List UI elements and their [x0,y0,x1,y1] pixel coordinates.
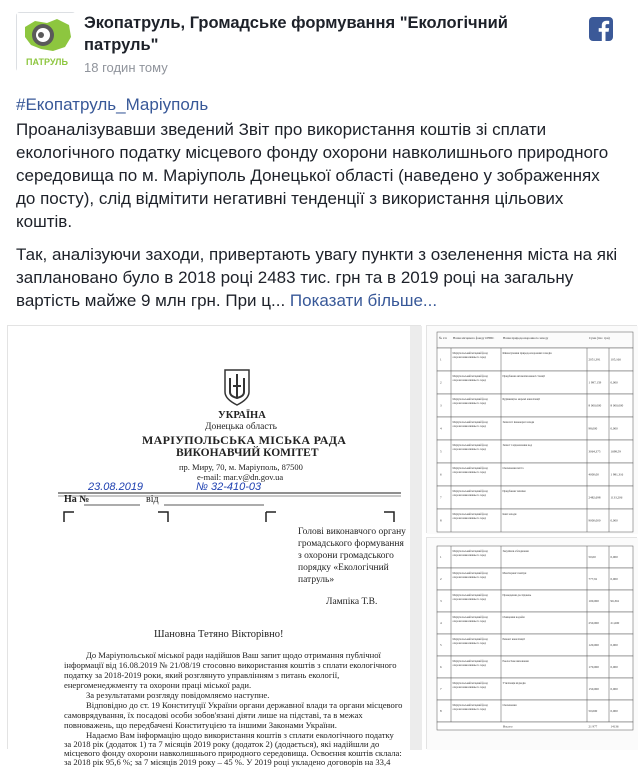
table-cell-fund: Маріупольський місцевий фонд [452,660,488,663]
letter-org-council: МАРІУПОЛЬСЬКА МІСЬКА РАДА [142,433,347,447]
recipient-line-5: патруль» [298,575,335,585]
ecopatrol-logo-icon [17,13,77,73]
table-cell-value: 0,000 [610,709,618,713]
table-cell-index: 6 [440,472,442,477]
table-cell-fund: охорони навколишнього серед [452,620,486,623]
table-cell-index: 3 [440,403,442,408]
table-cell-fund: охорони навколишнього серед [452,494,486,497]
table-photo-2[interactable] [426,537,637,749]
table-cell-measure: Інші заходи [502,513,517,516]
letter-body-line: інформації від 16.08.2019 № 21/08/19 стосовно використання коштів з сплати екологічного [64,660,397,670]
table-header-cell: Назва природоохоронного заходу [503,336,549,340]
table-cell-value: 777,91 [588,577,598,581]
trident-coat-of-arms-icon [222,368,252,406]
table-cell-value: 100,000 [588,599,599,603]
table-cell-fund: охорони навколишнього серед [452,448,486,451]
table-cell-measure: Будівництво мережі каналізації [502,398,540,401]
post-paragraph-2 [16,243,621,312]
letter-body-line: За результатами розгляду повідомляємо наступне. [86,690,270,700]
table-cell-index: 5 [440,449,442,454]
table-cell-fund: охорони навколишнього серед [452,598,486,601]
table-cell-measure: Ремонт каналізації [502,638,525,641]
table-cell-value: 170,000 [588,665,599,669]
page-name[interactable]: Экопатруль, Громадське формування "Екологічний патруль" [84,14,508,54]
table-cell-fund: охорони навколишнього серед [452,642,486,645]
table-cell-value: 2482,698 [588,495,601,500]
table-cell-fund: охорони навколишнього серед [452,402,486,405]
table-cell-value: 0,000 [610,665,618,669]
table-cell-value: 0,000 [610,380,618,385]
letter-org-country: УКРАЇНА [218,410,266,421]
post-media-gallery [0,325,637,767]
report-table-2 [427,538,638,750]
letter-salutation: Шановна Тетяно Вікторівно! [154,629,284,640]
table-cell-value: 8 000,000 [610,403,624,408]
letter-body-line: самоврядування, їх посадові особи зобов'язані діяти лише на підставі, та в межах [64,710,363,720]
table-cell-index: 3 [440,599,442,603]
table-cell-value: 1 981,316 [610,472,624,477]
table-cell-measure: Закупівля обладнання [502,550,529,553]
table-cell-fund: Маріупольський місцевий фонд [452,704,488,707]
logo-text: ПАТРУЛЬ [26,57,68,67]
table-cell-value: 0,000 [610,643,618,647]
table-cell-index: 4 [440,426,442,431]
table-cell-measure: Озеленення [502,704,517,707]
table-cell-index: 2 [440,380,442,385]
page-avatar[interactable] [16,12,76,72]
letter-body-line: за 2018 рік 95,6 %; за 7 місяців 2019 року – 45 %. У 2019 році укладено договорів на 33,4 [64,757,391,767]
table-cell-fund: Маріупольський місцевий фонд [452,513,488,516]
table-cell-value: 120,000 [588,643,599,647]
table-cell-index: 1 [440,357,442,362]
letter-body-line: Відповідно до ст. 19 Конституції України органи державної влади та органи місцевого [86,700,403,710]
table-cell-fund: охорони навколишнього серед [452,708,486,711]
table-cell-index: 5 [440,643,442,647]
table-cell-value: 3064,375 [588,449,601,454]
table-cell-value: 0,000 [610,555,618,559]
table-cell-measure: Утилізація відходів [502,682,526,685]
report-table-1 [427,326,638,534]
table-cell-fund: Маріупольський місцевий фонд [452,490,488,493]
table-cell-fund: Маріупольський місцевий фонд [452,444,488,447]
table-cell-measure: Проведення досліджень [502,594,532,597]
letter-ref-date-label: від [146,494,159,505]
table-cell-fund: охорони навколишнього серед [452,517,486,520]
letter-photo[interactable] [7,325,421,767]
recipient-line-4: порядку «Екологічний [298,563,389,573]
letter-ref-number-label: На № [64,494,90,505]
table-cell-fund: Маріупольський місцевий фонд [452,352,488,355]
table-cell-value: 1 997,159 [588,380,602,385]
letter-date-handwritten: 23.08.2019 [88,481,144,493]
letter-body-line: податку за 2018-2019 роки, який розглянуто управлінням з питань екології, [64,670,340,680]
table-cell-measure: Озеленення міста [502,467,524,470]
table-cell-value: 105,166 [610,357,621,362]
table-cell-value: 50,000 [588,709,598,713]
table-cell-fund: Маріупольський місцевий фонд [452,594,488,597]
post-paragraph-2-text: Так, аналізуючи заходи, привертають увагу пункти з озеленення міста на які заплановано було в 2018 році 2483 тис. грн та в 2019 році на загальну вартість майже 9 млн грн. При ц... [16,245,618,310]
table-cell-value: 1133,206 [610,495,623,500]
table-cell-value: 2051,391 [588,357,601,362]
table-cell-index: 7 [440,495,442,500]
recipient-line-1: Голові виконавчого органу [298,527,406,537]
facebook-f-glyph [589,17,613,41]
letter-body-line: Надаємо Вам інформацію щодо використання коштів з сплати екологічного податку [86,730,394,740]
letter-number-handwritten: № 32-410-03 [196,481,262,493]
table-cell-value: 250,000 [588,621,599,625]
table-cell-index: 4 [440,621,442,625]
table-cell-value: 9000,000 [588,518,601,523]
table-cell-measure: Фінансування природоохоронних заходів [502,352,552,355]
table-cell-measure: Захисні і інженерні заходи [502,421,535,424]
table-cell-fund: Маріупольський місцевий фонд [452,638,488,641]
table-cell-value: 50,00 [588,555,596,559]
post-paragraph-1: Проаналізувавши зведений Звіт про використання коштів зі сплати екологічного податку місцевого фонду охорони навколишнього природного середовища по м. Маріуполь Донецької області (наведено у зображеннях до посту), слід відмітити негативні тенденції з використання цільових коштів. [16,120,609,231]
table-header-cell: Сума (тис. грн) [589,336,610,340]
table-header-cell: № з/п [439,336,447,340]
post-body [16,93,621,322]
hashtag-link[interactable]: #Екопатруль_Маріуполь [16,95,209,114]
letter-address: пр. Миру, 70, м. Маріуполь, 87500 [179,462,303,472]
letter-body-line: за 2018 рік (додаток 1) та 7 місяців 2019 року (додаток 2) (додається), які надійшли до [64,739,380,749]
table-cell-index: 7 [440,687,442,691]
post-header [0,0,637,95]
table-cell-fund: охорони навколишнього серед [452,471,486,474]
table-cell-value: 96,361 [610,599,620,603]
table-cell-value: 0,000 [610,426,618,431]
letter-body-line: енергоменеджменту та охорони праці міської ради. [64,680,252,690]
table-cell-index: 6 [440,665,442,669]
table-cell-fund: Маріупольський місцевий фонд [452,398,488,401]
table-cell-fund: охорони навколишнього серед [452,664,486,667]
table-cell-value: 4000,00 [588,472,599,477]
table-photo-1[interactable] [426,325,637,533]
table-cell-index: 8 [440,709,442,713]
see-more-link[interactable]: Показати більше... [289,291,438,310]
table-cell-measure: Моніторинг повітря [502,572,527,575]
table-cell-fund: охорони навколишнього серед [452,686,486,689]
table-cell-fund: охорони навколишнього серед [452,425,486,428]
table-cell-fund: охорони навколишнього серед [452,554,486,557]
table-cell-value: 150,000 [588,687,599,691]
table-cell-fund: Маріупольський місцевий фонд [452,467,488,470]
table-total-value: 14136 [610,724,619,729]
table-cell-fund: Маріупольський місцевий фонд [452,572,488,575]
table-cell-fund: Маріупольський місцевий фонд [452,375,488,378]
table-cell-measure: Очищення водойм [502,616,525,619]
letter-body-line: повноважень, що передбачені Конституцією та іншими Законами України. [64,720,337,730]
table-cell-measure: Придбання автоматизованої станції [502,375,545,378]
table-cell-measure: Захист і відновлення вод [502,444,533,447]
table-total-label: Всього [503,724,513,729]
table-cell-value: 1698,59 [610,449,621,454]
table-total-value: 21 977 [588,724,598,729]
recipient-name: Лампіка Т.В. [326,597,378,607]
table-cell-value: 8 000,000 [588,403,602,408]
table-cell-fund: охорони навколишнього серед [452,379,486,382]
letter-body-line: місцевого фонду охорони навколишнього природного середовища. Освоєння коштів склала: [64,748,402,758]
table-cell-fund: Маріупольський місцевий фонд [452,616,488,619]
recipient-line-3: з охорони громадського [298,551,394,561]
table-cell-index: 2 [440,577,442,581]
post-timestamp[interactable]: 18 годин тому [84,60,168,75]
table-cell-measure: Придбання техніки [502,490,526,493]
table-cell-index: 8 [440,518,442,523]
table-cell-index: 1 [440,555,442,559]
table-cell-value: 0,000 [610,518,618,523]
letter-body-line: До Маріупольської міської ради надійшов Ваш запит щодо отримання публічної [86,650,381,660]
table-cell-value: 0,000 [610,577,618,581]
table-header-cell: Назва місцевого фонду ОНПС [453,336,495,340]
table-cell-value: 21,600 [610,621,620,625]
table-cell-value: 98,000 [588,426,598,431]
table-total-row [437,722,633,730]
table-cell-fund: Маріупольський місцевий фонд [452,682,488,685]
table-cell-fund: Маріупольський місцевий фонд [452,421,488,424]
letter-org-committee: ВИКОНАВЧИЙ КОМІТЕТ [176,447,319,459]
table-cell-value: 0,000 [610,687,618,691]
letter-email: e-mail: mar.v@dn.gov.ua [197,472,284,482]
table-cell-fund: охорони навколишнього серед [452,576,486,579]
table-cell-measure: Екологічне виховання [502,660,529,663]
facebook-icon[interactable] [589,17,613,41]
recipient-line-2: громадського формування [298,539,404,549]
table-cell-fund: охорони навколишнього серед [452,356,486,359]
letter-org-region: Донецька область [205,422,278,432]
table-cell-fund: Маріупольський місцевий фонд [452,550,488,553]
